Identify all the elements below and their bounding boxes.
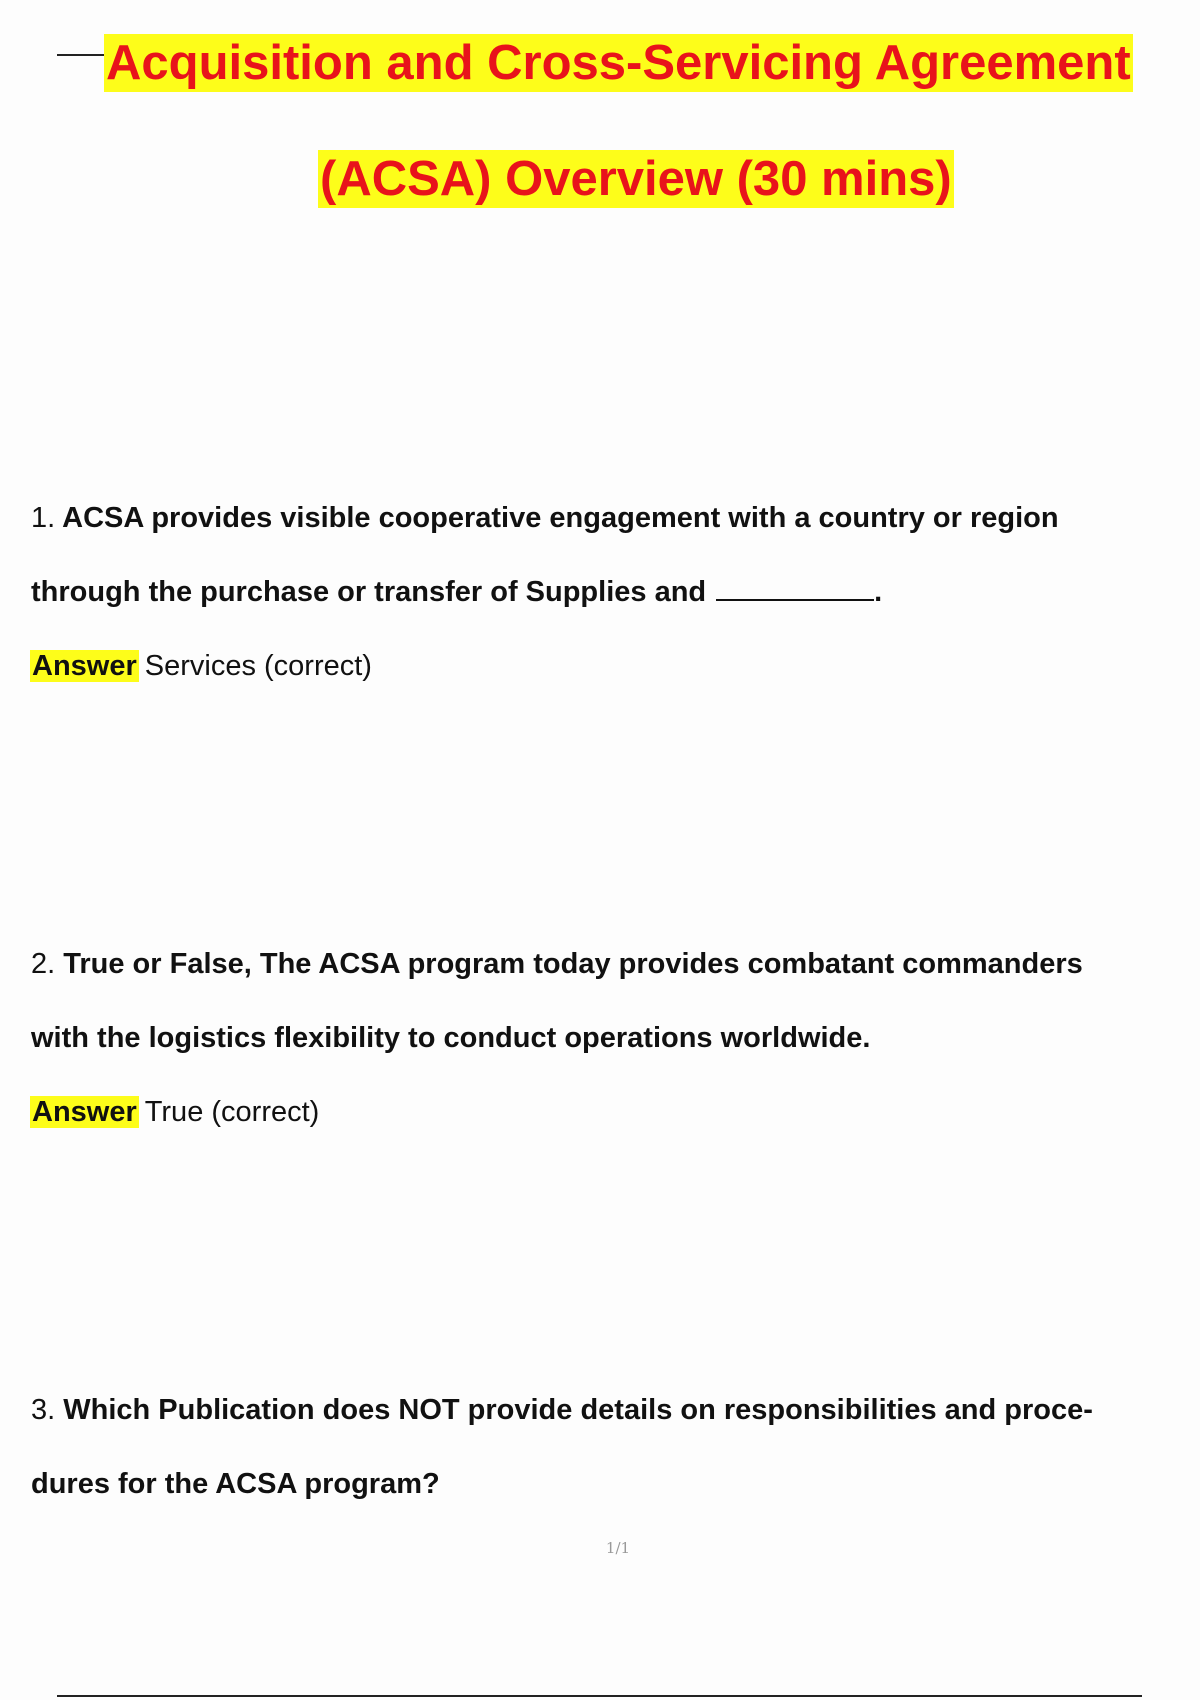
question-3-text-line-2: dures for the ACSA program? (31, 1468, 440, 1500)
question-3-line-2 (31, 1466, 440, 1502)
question-3-text-line-1: Which Publication does NOT provide details on responsibilities and proce- (63, 1394, 1093, 1426)
document-title-line-1: Acquisition and Cross-Servicing Agreement (106, 36, 1131, 90)
answer-text: True (correct) (144, 1096, 320, 1128)
question-3-line-1 (31, 1392, 1093, 1428)
answer-label: Answer (32, 1096, 137, 1128)
question-1-text-line-2: through the purchase or transfer of Supplies and (31, 576, 707, 608)
answer-text: Services (correct) (144, 650, 372, 682)
question-1-text-line-1: ACSA provides visible cooperative engagement with a country or region (62, 502, 1059, 534)
question-2-text-line-1: True or False, The ACSA program today provides combatant commanders (63, 948, 1083, 980)
question-1-line-end: . (874, 576, 883, 608)
question-1-number: 1. (31, 502, 56, 534)
question-2-text-line-2: with the logistics flexibility to conduct operations worldwide. (31, 1022, 871, 1054)
question-2-answer (30, 1094, 319, 1130)
question-2-number: 2. (31, 948, 56, 980)
question-3-number: 3. (31, 1394, 56, 1426)
question-1-answer (30, 648, 372, 684)
bottom-rule (57, 1695, 1142, 1697)
document-title-line-2: (ACSA) Overview (30 mins) (320, 152, 952, 206)
page-number: 1/1 (605, 1539, 631, 1557)
title-dash-mark (57, 54, 105, 56)
fill-in-blank (716, 575, 874, 601)
answer-label: Answer (32, 650, 137, 682)
question-1-line-2 (31, 574, 882, 610)
question-2-line-1 (31, 946, 1083, 982)
question-2-line-2 (31, 1020, 870, 1056)
question-1-line-1 (31, 500, 1059, 536)
